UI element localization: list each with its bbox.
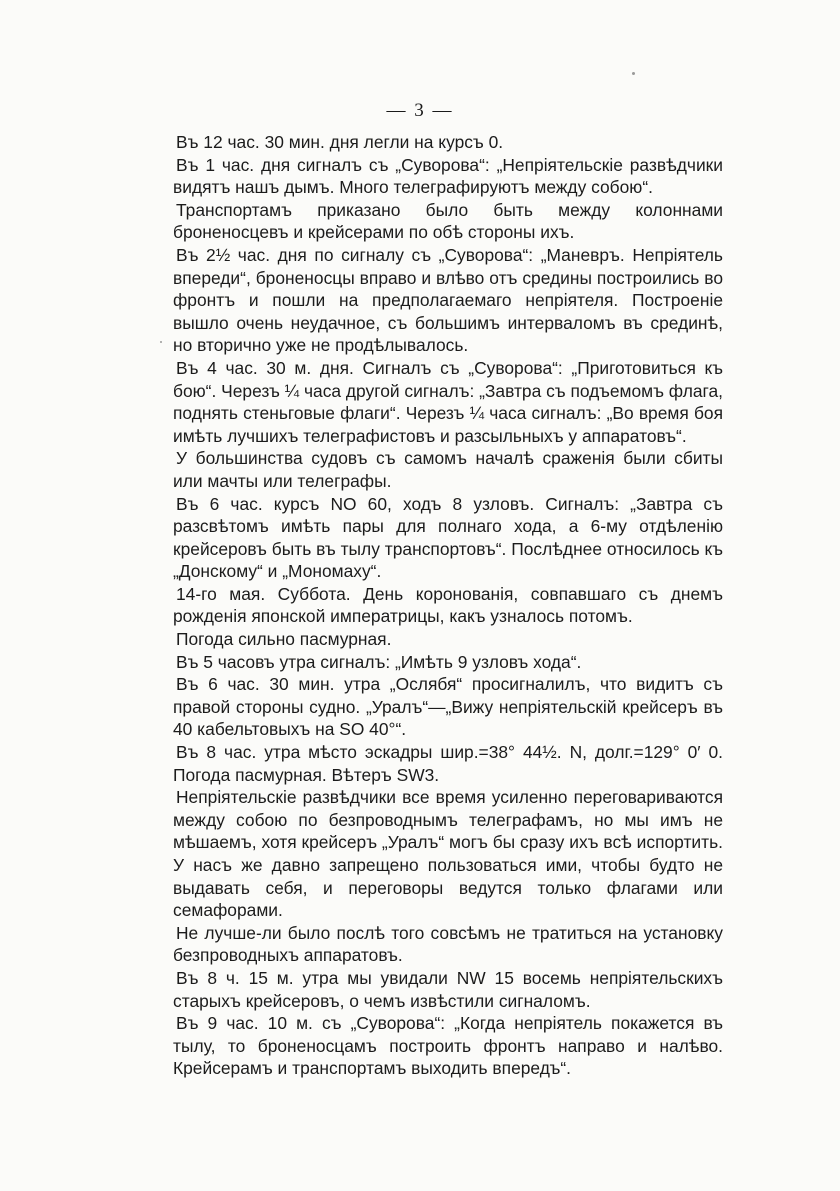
paper-speck [160,341,162,343]
paragraph: У большинства судовъ съ самомъ началѣ сраженія были сбиты или мачты или телеграфы. [173,448,723,491]
paragraph: Въ 12 час. 30 мин. дня легли на курсъ 0. [176,132,504,152]
paragraph: Въ 2½ час. дня по сигналу съ „Суворова“: „Маневръ. Непріятель впереди“, броненосцы вправо и влѣво отъ средины построились во фронтъ и пошли на предполагаемаго непріятеля. Построеніе вышло очень неудачное, съ большимъ интерваломъ въ срединѣ, но вторично уже не продѣлывалось. [173,244,723,356]
paragraph: Въ 1 час. дня сигналъ съ „Суворова“: „Непріятельскіе развѣдчики видятъ нашъ дымъ. Много телеграфируютъ между собою“. [173,154,723,198]
paragraph: Погода сильно пасмурная. [176,629,392,650]
body-text [173,131,723,1080]
page-number: — 3 — [386,100,454,121]
paragraph: Не лучше-ли было послѣ того совсѣмъ не тратиться на установку безпроводныхъ аппаратовъ. [173,922,723,966]
paragraph: Непріятельскіе развѣдчики все время усиленно переговариваются между собою по безпроводнымъ телеграфамъ, но мы имъ не мѣшаемъ, хотя крейсеръ „Уралъ“ могъ бы сразу ихъ всѣ испортить. У насъ же давно запрещено пользоваться ими, чтобы будто не выдавать себя, и переговоры ведутся только флагами или семафорами. [173,787,723,921]
paragraph: 14-го мая. Суббота. День коронованія, совпавшаго съ днемъ рожденія японской императрицы, какъ узналось потомъ. [173,583,723,627]
paragraph: Въ 8 ч. 15 м. утра мы увидали NW 15 восемь непріятельскихъ старыхъ крейсеровъ, о чемъ извѣстили сигналомъ. [173,967,723,1011]
paragraph: Въ 4 час. 30 м. дня. Сигналъ съ „Суворова“: „Приготовиться къ бою“. Черезъ ¼ часа другой сигналъ: „Завтра съ подъемомъ флага, поднять стеньговые флаги“. Черезъ ¼ часа сигналъ: „Во время боя имѣть лучшихъ телеграфистовъ и разсыльныхъ у аппаратовъ“. [173,357,723,446]
paragraph: Въ 6 час. 30 мин. утра „Ослябя“ просигналилъ, что видитъ съ правой стороны судно. „Уралъ“—„Вижу непріятельскій крейсеръ въ 40 кабельтовыхъ на SO 40°“. [173,674,723,740]
paragraph: Въ 9 час. 10 м. съ „Суворова“: „Когда непріятель покажется въ тылу, то броненосцамъ построить фронтъ направо и налѣво. Крейсерамъ и транспортамъ выходить впередъ“. [173,1013,723,1079]
paper-speck [632,72,635,75]
paragraph: Въ 5 часовъ утра сигналъ: „Имѣть 9 узловъ хода“. [176,651,582,672]
paragraph: Транспортамъ приказано было быть между колоннами броненосцевъ и крейсерами по обѣ стороны ихъ. [173,199,723,243]
paragraph: Въ 6 час. курсъ NO 60, ходъ 8 узловъ. Сигналъ: „Завтра съ разсвѣтомъ имѣть пары для полнаго хода, а 6-му отдѣленію крейсеровъ быть въ тылу транспортовъ“. Послѣднее относилось къ „Донскому“ и „Мономаху“. [173,493,723,582]
paragraph: Въ 8 час. утра мѣсто эскадры шир.=38° 44½. N, долг.=129° 0′ 0. Погода пасмурная. Вѣтеръ SW3. [173,742,723,785]
